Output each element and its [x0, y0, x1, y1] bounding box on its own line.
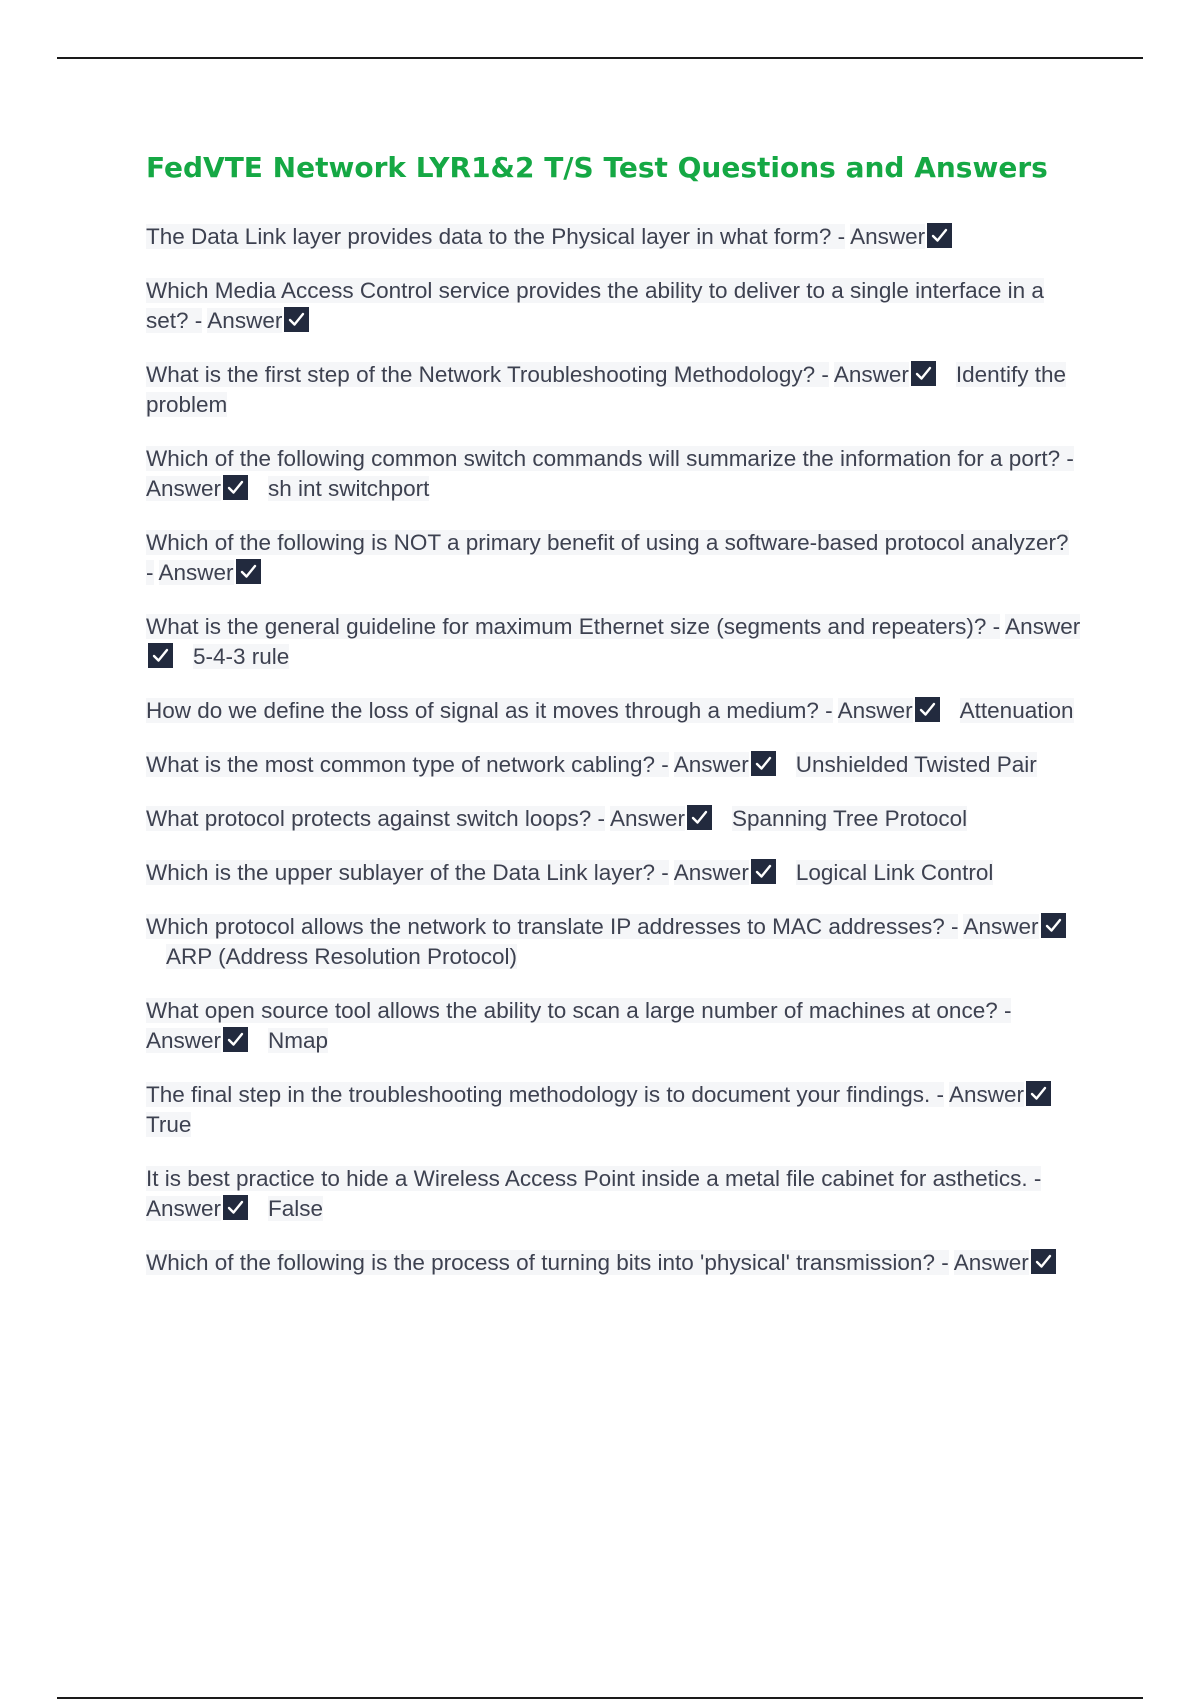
qa-item	[146, 1080, 1081, 1140]
question-text: It is best practice to hide a Wireless Access Point inside a metal file cabinet for asthetics. -	[146, 1166, 1042, 1191]
qa-item	[146, 858, 1081, 888]
answer-text: Identify the problem	[146, 362, 1066, 417]
checkbox-check-icon	[236, 559, 261, 584]
document-body	[146, 148, 1081, 1302]
document-title: FedVTE Network LYR1&2 T/S Test Questions and Answers	[146, 151, 1048, 184]
checkbox-check-icon	[915, 697, 940, 722]
checkbox-check-icon	[927, 223, 952, 248]
answer-text: ARP (Address Resolution Protocol)	[166, 944, 517, 969]
answer-marker: Answer	[673, 860, 749, 885]
checkbox-check-icon	[223, 1195, 248, 1220]
question-text: Which of the following is the process of turning bits into 'physical' transmission? -	[146, 1250, 949, 1275]
checkbox-check-icon	[148, 643, 173, 668]
checkbox-check-icon	[1031, 1249, 1056, 1274]
answer-marker: Answer	[949, 1082, 1025, 1107]
question-text: What is the most common type of network cabling? -	[146, 752, 669, 777]
checkbox-check-icon	[1041, 913, 1066, 938]
qa-item	[146, 444, 1081, 504]
answer-marker: Answer	[146, 1196, 222, 1221]
question-text: Which of the following common switch commands will summarize the information for a port? -	[146, 446, 1074, 471]
answer-marker: Answer	[953, 1250, 1029, 1275]
question-text: What is the first step of the Network Troubleshooting Methodology? -	[146, 362, 829, 387]
answer-text: False	[268, 1196, 324, 1221]
qa-item	[146, 612, 1081, 672]
question-text: Which Media Access Control service provides the ability to deliver to a single interface in a set? -	[146, 278, 1044, 333]
answer-text: 5-4-3 rule	[193, 644, 290, 669]
qa-item	[146, 276, 1081, 336]
answer-text: Attenuation	[959, 698, 1074, 723]
qa-item	[146, 750, 1081, 780]
question-text: Which protocol allows the network to translate IP addresses to MAC addresses? -	[146, 914, 959, 939]
answer-marker: Answer	[146, 1028, 222, 1053]
question-text: The Data Link layer provides data to the Physical layer in what form? -	[146, 224, 846, 249]
qa-list	[146, 222, 1081, 1278]
question-text: What open source tool allows the ability to scan a large number of machines at once? -	[146, 998, 1012, 1023]
qa-item	[146, 912, 1081, 972]
checkbox-check-icon	[751, 751, 776, 776]
question-text: The final step in the troubleshooting methodology is to document your findings. -	[146, 1082, 944, 1107]
answer-text: sh int switchport	[268, 476, 430, 501]
qa-item	[146, 996, 1081, 1056]
question-text: Which of the following is NOT a primary benefit of using a software-based protocol analyzer? -	[146, 530, 1069, 585]
answer-text: Unshielded Twisted Pair	[795, 752, 1037, 777]
answer-marker: Answer	[833, 362, 909, 387]
checkbox-check-icon	[223, 1027, 248, 1052]
answer-marker: Answer	[850, 224, 926, 249]
answer-marker: Answer	[963, 914, 1039, 939]
answer-marker: Answer	[158, 560, 234, 585]
checkbox-check-icon	[911, 361, 936, 386]
answer-text: Nmap	[268, 1028, 329, 1053]
qa-item	[146, 528, 1081, 588]
qa-item	[146, 360, 1081, 420]
answer-marker: Answer	[207, 308, 283, 333]
question-text: How do we define the loss of signal as it moves through a medium? -	[146, 698, 833, 723]
checkbox-check-icon	[223, 475, 248, 500]
answer-text: Spanning Tree Protocol	[732, 806, 968, 831]
answer-marker: Answer	[673, 752, 749, 777]
bottom-rule	[57, 1697, 1143, 1699]
answer-marker: Answer	[609, 806, 686, 831]
qa-item	[146, 1164, 1081, 1224]
question-text: Which is the upper sublayer of the Data Link layer? -	[146, 860, 669, 885]
answer-marker: Answer	[146, 476, 222, 501]
question-text: What is the general guideline for maximum Ethernet size (segments and repeaters)? -	[146, 614, 1001, 639]
checkbox-check-icon	[687, 805, 712, 830]
qa-item	[146, 696, 1081, 726]
checkbox-check-icon	[751, 859, 776, 884]
top-rule	[57, 57, 1143, 59]
question-text: What protocol protects against switch loops? -	[146, 806, 605, 831]
answer-marker: Answer	[1005, 614, 1081, 639]
qa-item	[146, 1248, 1081, 1278]
checkbox-check-icon	[1026, 1081, 1051, 1106]
answer-text: True	[146, 1112, 192, 1137]
checkbox-check-icon	[284, 307, 309, 332]
qa-item	[146, 222, 1081, 252]
qa-item	[146, 804, 1081, 834]
answer-marker: Answer	[837, 698, 913, 723]
answer-text: Logical Link Control	[795, 860, 994, 885]
